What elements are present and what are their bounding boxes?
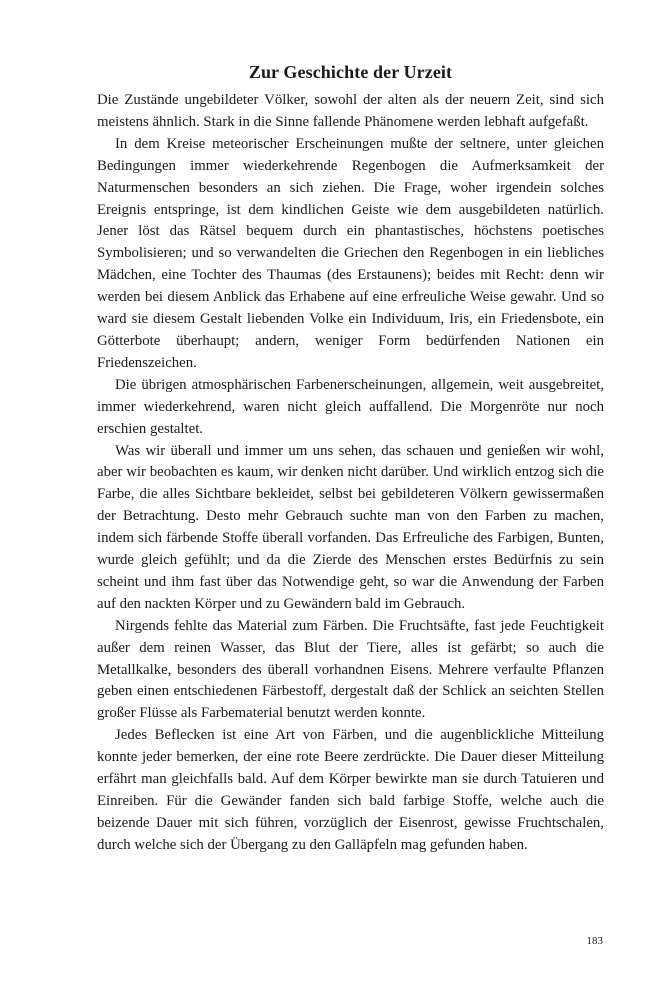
paragraph-6: Jedes Beflecken ist eine Art von Färben, und die augenblickliche Mitteilung konnte jeder bemerken, der eine rote Beere zerdrückte. Die Dauer dieser Mitteilung erfährt man gleichfalls bald. Auf dem Körper bewirkte man sie durch Tatuieren und Einreiben. Für die Gewänder fanden sich bald farbige Stoffe, welche auch die beizende Dauer mit sich führen, vorzüglich der Eisenrost, gewisse Fruchtschalen, durch welche sich der Übergang zu den Galläpfeln mag gefunden haben. bbox=[97, 727, 604, 853]
paragraph-5: Nirgends fehlte das Material zum Färben. Die Fruchtsäfte, fast jede Feuchtigkeit außer dem reinen Wasser, das Blut der Tiere, alles ist gefärbt; so auch die Metallkalke, besonders des überall vorhandnen Eisens. Mehrere verfaulte Pflanzen geben einen entschiedenen Färbestoff, dergestalt daß der Schlick an seichten Stellen großer Flüsse als Farbematerial benutzt werden konnte. bbox=[97, 617, 604, 722]
paragraph-2: In dem Kreise meteorischer Erscheinungen mußte der seltnere, unter gleichen Bedingungen immer wiederkehrende Regenbogen die Aufmerksamkeit der Naturmenschen besonders an sich ziehen. Die Frage, woher irgendein solches Ereignis entspringe, ist dem kindlichen Geiste wie dem ausgebildeten natürlich. Jener löst das Rätsel bequem durch ein phantastisches, höchstens poetisches Symbolisieren; und so verwandelten die Griechen den Regenbogen in ein liebliches Mädchen, eine Tochter des Thaumas (des Erstaunens); beides mit Recht: denn wir werden bei diesem Anblick das Erhabene auf eine erfreuliche Weise gewahr. Und so ward sie diesem Gestalt liebenden Volke ein Individuum, Iris, ein Friedensbote, ein Götterbote überhaupt; andern, weniger Form bedürfenden Nationen ein Friedenszeichen. bbox=[97, 135, 604, 371]
book-page bbox=[97, 60, 604, 857]
paragraph-4: Was wir überall und immer um uns sehen, das schauen und genießen wir wohl, aber wir beobachten es kaum, wir denken nicht darüber. Und wirklich entzog sich die Farbe, die alles Sichtbare bekleidet, selbst bei gebildeteren Völkern gewissermaßen der Betrachtung. Desto mehr Gebrauch suchte man von den Farben zu machen, indem sich färbende Stoffe überall vorfanden. Das Erfreuliche des Farbigen, Bunten, wurde gleich gefühlt; und da die Zierde des Menschen erstes Bedürfnis zu sein scheint und ihm fast über das Notwendige geht, so war die Anwendung der Farben auf den nackten Körper und zu Gewändern bald im Gebrauch. bbox=[97, 442, 604, 612]
chapter-title: Zur Geschichte der Urzeit bbox=[248, 62, 453, 82]
paragraph-3: Die übrigen atmosphärischen Farbenerscheinungen, allgemein, weit ausgebreitet, immer wiederkehrend, waren nicht gleich auffallend. Die Morgenröte nur noch erschien gestaltet. bbox=[97, 376, 604, 437]
page-number: 183 bbox=[586, 935, 603, 947]
paragraph-1: Die Zustände ungebildeter Völker, sowohl der alten als der neuern Zeit, sind sich meistens ähnlich. Stark in die Sinne fallende Phänomene werden lebhaft aufgefaßt. bbox=[97, 92, 604, 130]
